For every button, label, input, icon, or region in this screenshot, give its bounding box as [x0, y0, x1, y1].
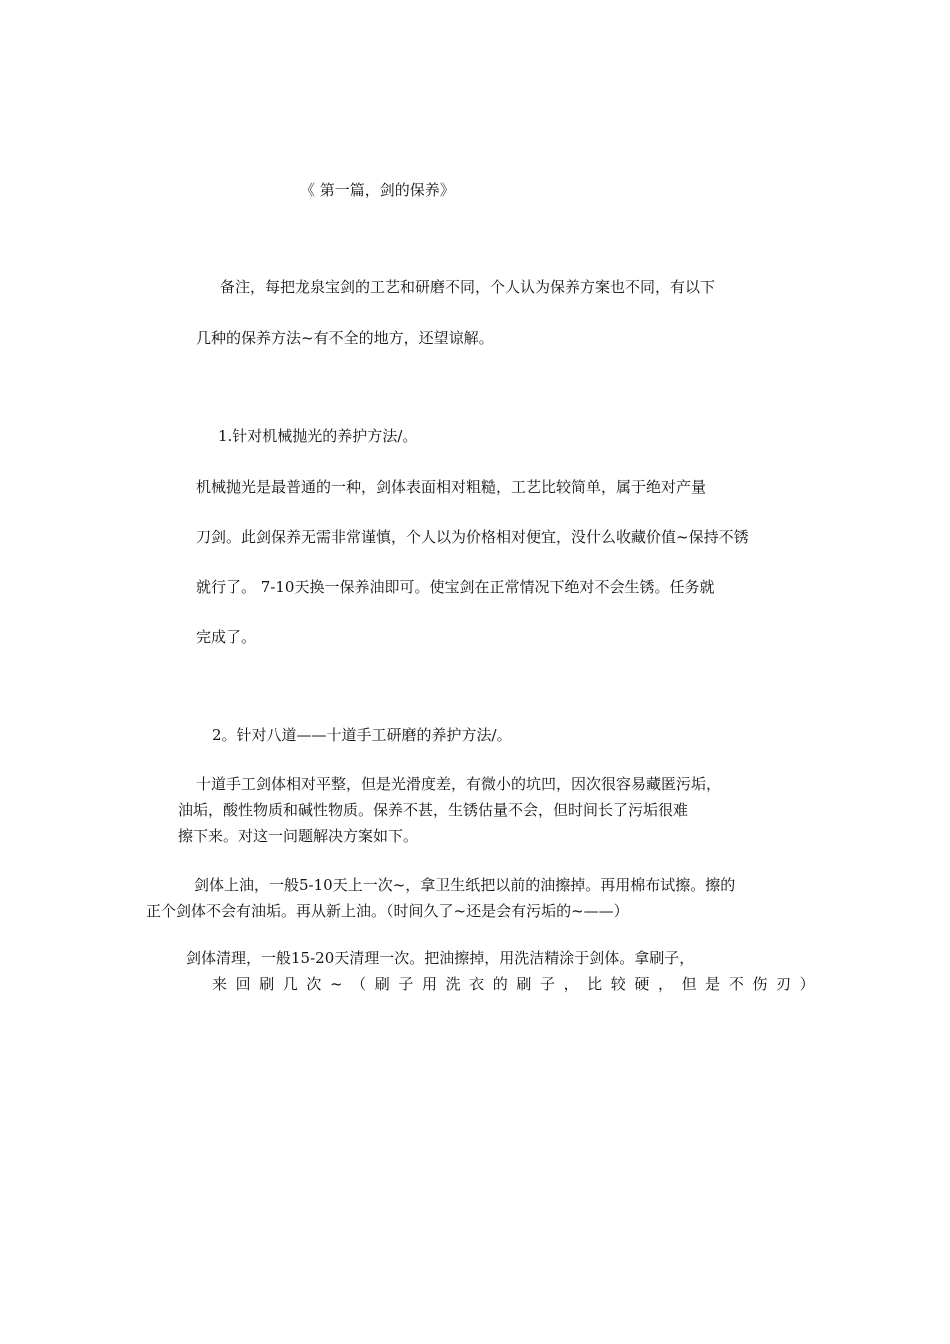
section-2-paragraph-1-line-1: 十道手工剑体相对平整，但是光滑度差，有微小的坑凹，因次很容易藏匿污垢，	[196, 775, 722, 793]
section-2-paragraph-3-line-1: 剑体清理，一般15-20天清理一次。把油擦掉，用洗洁精涂于剑体。拿刷子，	[186, 949, 695, 967]
section-2-paragraph-1-line-2: 油垢，酸性物质和碱性物质。保养不甚，生锈估量不会，但时间长了污垢很难	[178, 801, 689, 819]
intro-line-1: 备注，每把龙泉宝剑的工艺和研磨不同，个人认为保养方案也不同，有以下	[220, 278, 716, 296]
section-2-paragraph-1-line-3: 擦下来。对这一问题解决方案如下。	[178, 827, 419, 845]
section-2-heading: 2。针对八道——十道手工研磨的养护方法/。	[212, 726, 512, 744]
section-2-paragraph-2-line-2: 正个剑体不会有油垢。再从新上油。（时间久了~还是会有污垢的~——）	[146, 902, 629, 920]
section-1-line-2: 刀剑。此剑保养无需非常谨慎，个人以为价格相对便宜，没什么收藏价值~保持不锈	[196, 528, 749, 546]
section-1-line-1: 机械抛光是最普通的一种，剑体表面相对粗糙，工艺比较简单，属于绝对产量	[196, 478, 707, 496]
document-title: 《 第一篇，剑的保养》	[300, 181, 455, 199]
section-1-line-4: 完成了。	[196, 628, 257, 646]
section-2-paragraph-3-line-2: 来回刷几次~（刷子用洗衣的刷子，比较硬，但是不伤刃）	[212, 975, 824, 993]
section-1-line-3: 就行了。 7-10天换一保养油即可。使宝剑在正常情况下绝对不会生锈。任务就	[196, 578, 715, 596]
section-2-paragraph-2-line-1: 剑体上油，一般5-10天上一次~，拿卫生纸把以前的油擦掉。再用棉布试擦。擦的	[194, 876, 736, 894]
section-1-heading: 1.针对机械抛光的养护方法/。	[218, 427, 418, 445]
intro-line-2: 几种的保养方法~有不全的地方，还望谅解。	[196, 329, 494, 347]
